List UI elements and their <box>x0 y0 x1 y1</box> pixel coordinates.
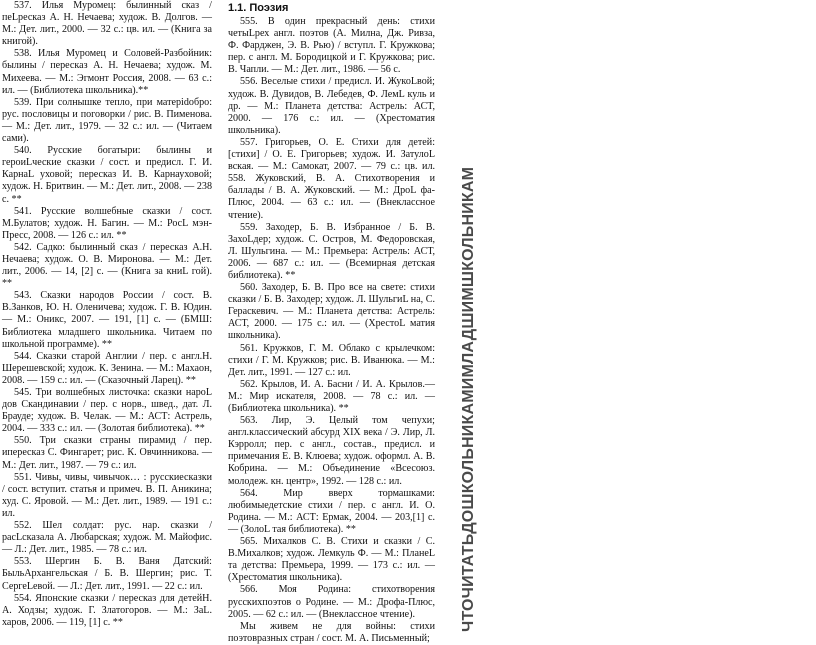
catalog-entry: 541. Русские волшебные сказки / сост. М.Булатов; худож. Н. Багин. — М.: РосL мэн-Пресс, 2008. — 126 с.: ил. ** <box>2 205 212 241</box>
catalog-entry: 563. Лир, Э. Целый том чепухи; англ.классический абсурд XIX века / Э. Лир, Л. Кэрролл; пер. с англ., состав., предисл. и примечания Е. В. Клюева; худож. оформл. А. В. Кобрина. — М.: Объединение «Всесоюз. молодеж. кн. центр», 1992. — 128 с.: ил. <box>228 415 435 487</box>
catalog-entry: 553. Шергин Б. В. Ваня Датский: БыльАрхангельская / Б. В. Шергин; рис. Т. СергеLевой. — Л.: Дет. лит., 1991. — 22 с.: ил. <box>2 556 212 592</box>
catalog-entry: 544. Сказки старой Англии / пер. с англ.Н. Шерешевской; худож. К. Зенина. — М.: Махаон, 2008. — 159 с.: ил. — (Сказочный Ларец). ** <box>2 350 212 386</box>
catalog-entry: 564. Мир вверх тормашками: любимыедетские стихи / пер. с англ. И. О. Родина. — М.: АСТ: Ермак, 2004. — 203,[1] с. — (ЗолоL тая библиотека). ** <box>228 487 435 535</box>
catalog-entry: 565. Михалков С. В. Стихи и сказки / С. В.Михалков; худож. Лемкуль Ф. — М.: ПланеL та детства: Премьера, 1999. — 173 с.: ил. — (Хрестоматия школьника). <box>228 536 435 584</box>
catalog-entry: 555. В один прекрасный день: стихи четыLрех англ. поэтов (А. Милна, Дж. Ривза, Ф. Фарджен, Э. В. Рью) / вступл. Г. Кружкова; пер. с англ. М. Бородицкой и Г. Кружкова; рис. В. Чапли. — М.: Дет. лит., 1986. — 56 с. <box>228 16 435 76</box>
section-heading: 1.1. Поэзия <box>228 2 289 14</box>
catalog-entry: 550. Три сказки страны пирамид / пер. ипересказ С. Фингарет; рис. К. Овчинникова. — М.: Дет. лит., 1987. — 79 с.: ил. <box>2 435 212 471</box>
catalog-entry: 556. Веселые стихи / предисл. И. ЖукоLвой; худож. В. Дувидов, В. Лебедев, Ф. ЛемL куль и др. — М.: Планета детства: Астрель: АСТ, 2000. — 176 с.: ил. — (Хрестоматия школьника). <box>228 76 435 136</box>
catalog-entry: 545. Три волшебных листочка: сказки нароL дов Скандинавии / пер. с норв., швед., дат. Л. Брауде; худож. В. Челак. — М.: АСТ: Астрель, 2004. — 333 с.: ил. — (Золотая библиотека). ** <box>2 387 212 435</box>
side-banner: ЧТОЧИТАТЬДОШКОЛЬНИКАМИМЛАДШИМШКОЛЬНИКАМ <box>460 166 477 632</box>
right-column <box>228 0 435 645</box>
catalog-entry: 562. Крылов, И. А. Басни / И. А. Крылов.— М.: Мир искателя, 2008. — 78 с.: ил. — (Библиотека школьника). ** <box>228 378 435 414</box>
catalog-entry: 539. При солнышке тепло, при матерidобро: рус. пословицы и поговорки / рис. В. Пименова. — М.: Дет. лит., 1979. — 32 с.: ил. — (Читаем сами). <box>2 96 212 145</box>
catalog-entry: 560. Заходер, Б. В. Про все на свете: стихи сказки / Б. В. Заходер; худож. Л. ШульгиL на, С. Гераскевич. — М.: Планета детства: Астрель: АСТ, 2000. — 175 с.: ил. — (ХрестоL матия школьника). <box>228 282 435 342</box>
catalog-entry: 557. Григорьев, О. Е. Стихи для детей: [стихи] / О. Е. Григорьев; худож. И. ЗатулоL вская. — М.: Самокат, 2007. — 79 с.: цв. ил. 558. Жуковский, В. А. Стихотворения и баллады / В. А. Жуковский. — М.: ДроL фа-Плюс, 2004. — 63 с.: ил. — (Внеклассное чтение). <box>228 136 435 221</box>
catalog-entry: 540. Русские богатыри: былины и героиLческие сказки / сост. и предисл. Г. И. КарнаL уховой; пересказ И. В. Карнауховой; худож. Н. Бритвин. — М.: Дет. лит., 2008. — 238 с. ** <box>2 145 212 205</box>
catalog-entry: Мы живем не для войны: стихи поэтовразных стран / сост. М. А. Письменный; <box>228 620 435 644</box>
catalog-entry: 537. Илья Муромец: былинный сказ / пеLресказ А. Н. Нечаева; худож. В. Долгов. — М.: Дет. лит., 2000. — 32 с.: цв. ил. — (Книга за книгой). <box>2 0 212 48</box>
catalog-entry: 538. Илья Муромец и Соловей-Разбойник: былины / пересказ А. Н. Нечаева; худож. М. Михеева. — М.: Эгмонт Россия, 2008. — 63 с.: ил. — (Библиотека школьника).** <box>2 48 212 96</box>
catalog-entry: 561. Кружков, Г. М. Облако с крылечком: стихи / Г. М. Кружков; рис. В. Иванюка. — М.: Дет. лит., 1991. — 127 с.: ил. <box>228 342 435 378</box>
left-column <box>2 0 212 629</box>
catalog-entry: 542. Садко: былинный сказ / пересказ А.Н. Нечаева; худож. О. В. Миронова. — М.: Дет. лит., 2006. — 14, [2] с. — (Книга за книL гой). ** <box>2 241 212 290</box>
catalog-entry: 551. Чивы, чивы, чивычок… : русскиесказки / сост. вступит. статья и примеч. В. П. Аникина; худ. С. Яровой. — М.: Дет. лит., 1989. — 191 с.: ил. <box>2 471 212 519</box>
catalog-entry: 554. Японские сказки / пересказ для детейН. А. Ходзы; худож. Г. Златогоров. — М.: ЗаL. харов, 2006. — 119, [1] с. ** <box>2 592 212 628</box>
catalog-entry: 552. Шел солдат: рус. нар. сказки / расLсказала А. Любарская; худож. М. Майофис. — Л.: Дет. лит., 1985. — 78 с.: ил. <box>2 520 212 556</box>
catalog-entry: 566. Моя Родина: стихотворения русскихпоэтов о Родине. — М.: Дрофа-Плюс, 2005. — 62 с.: ил. — (Внеклассное чтение). <box>228 584 435 620</box>
catalog-entry: 559. Заходер, Б. В. Избранное / Б. В. ЗахоLдер; худож. С. Остров, М. Федоровская, Л. Шульгина. — М.: Премьера: Астрель: АСТ, 2006. — 687 с.: ил. — (Всемирная детская библиотека). ** <box>228 221 435 281</box>
catalog-entry: 543. Сказки народов России / сост. В. В.Занков, Ю. Н. Оленичева; худож. Г. В. Юдин. — М.: Оникс, 2007. — 191, [1] с. — (БМШ: Библиотека младшего школьника. Читаем по школьной программе). ** <box>2 290 212 350</box>
